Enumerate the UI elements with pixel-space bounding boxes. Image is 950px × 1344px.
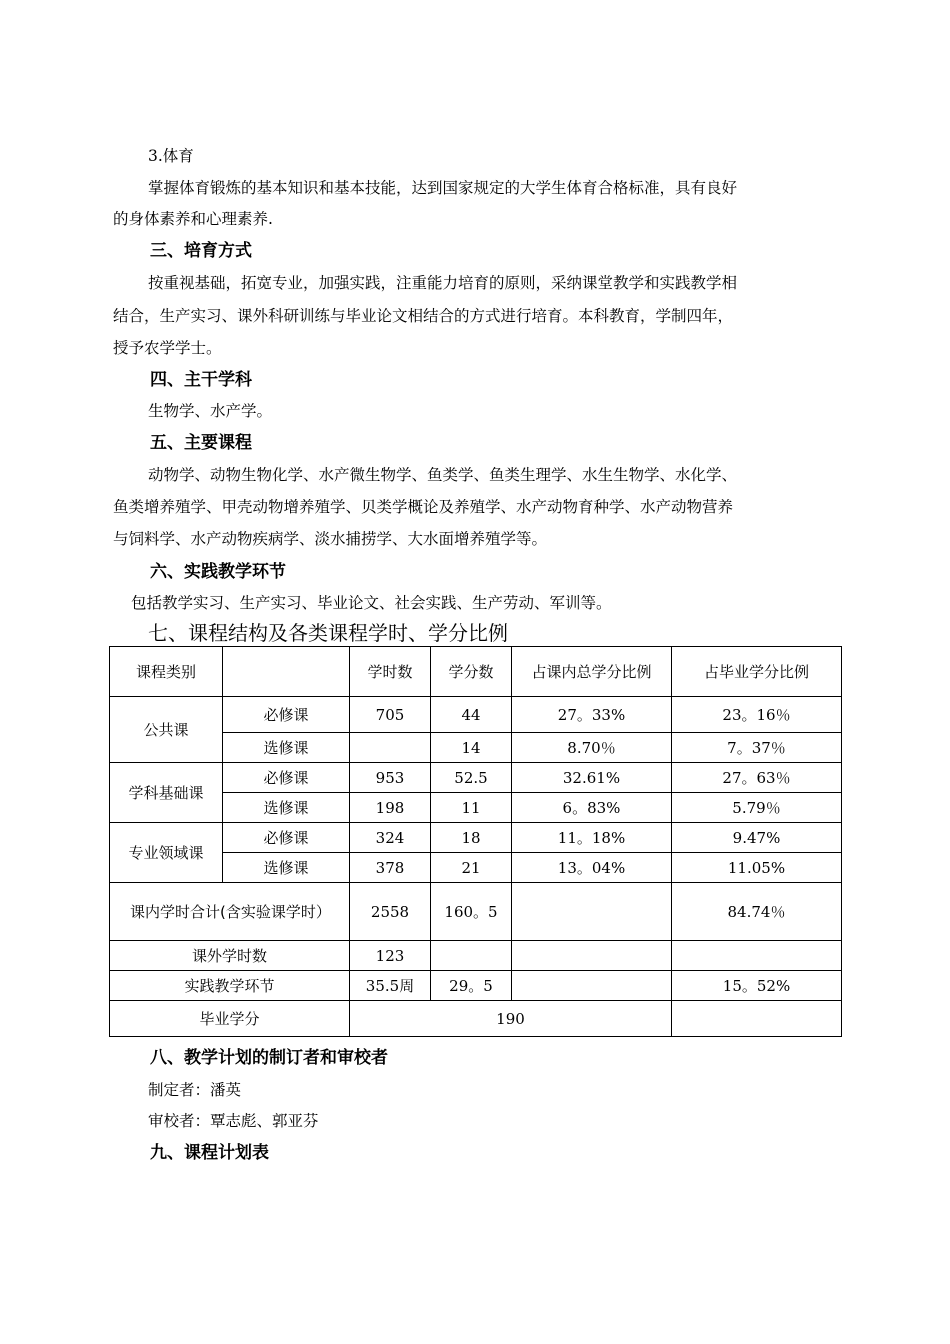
hours-cell: 324 [350,823,431,853]
in-ratio-cell: 13。04% [512,853,672,883]
header-cell: 课程类别 [110,647,223,697]
table-row [110,697,842,733]
grad-ratio-cell: 11.05% [672,853,842,883]
heading-main-courses: 五、主要课程 [150,433,252,453]
paragraph-line: 按重视基础，拓宽专业，加强实践，注重能力培育的原则，采纳课堂教学和实践教学相 [148,274,738,292]
hours-cell: 35.5周 [350,971,431,1001]
header-cell: 占课内总学分比例 [512,647,672,697]
header-cell: 学时数 [350,647,431,697]
credits-cell: 52.5 [431,763,512,793]
hours-cell: 123 [350,941,431,971]
table-row-total [110,883,842,941]
in-ratio-cell: 6。83% [512,793,672,823]
heading-plan-makers: 八、教学计划的制订者和审校者 [150,1048,388,1068]
paragraph-line: 掌握体育锻炼的基本知识和基本技能，达到国家规定的大学生体育合格标准，具有良好 [148,179,738,197]
course-type-cell: 选修课 [223,853,350,883]
grad-ratio-cell [672,941,842,971]
hours-cell: 378 [350,853,431,883]
hours-cell [350,733,431,763]
course-structure-table [109,646,842,1037]
table-row-extra [110,941,842,971]
heading-main-discipline: 四、主干学科 [150,370,252,390]
heading-practice: 六、实践教学环节 [150,562,286,582]
header-cell [223,647,350,697]
paragraph-line: 授予农学学士。 [113,339,222,357]
table-row [110,763,842,793]
header-cell: 学分数 [431,647,512,697]
heading-training-mode: 三、培育方式 [150,241,252,261]
table-row-graduation [110,1001,842,1037]
header-cell: 占毕业学分比例 [672,647,842,697]
credits-cell: 11 [431,793,512,823]
paragraph-line: 生物学、水产学。 [148,402,273,420]
course-type-cell: 必修课 [223,823,350,853]
course-type-cell: 选修课 [223,793,350,823]
paragraph-line: 包括教学实习、生产实习、毕业论文、社会实践、生产劳动、军训等。 [131,594,612,612]
grad-ratio-cell: 27。63％ [672,763,842,793]
maker-line: 制定者：潘英 [148,1081,242,1099]
practice-label: 实践教学环节 [110,971,350,1001]
course-type-cell: 必修课 [223,763,350,793]
group-label-major: 专业领域课 [110,823,223,883]
credits-cell [431,941,512,971]
in-ratio-cell: 27。33% [512,697,672,733]
paragraph-line: 的身体素养和心理素养. [113,210,273,228]
in-ratio-cell [512,883,672,941]
in-ratio-cell [512,971,672,1001]
table-row [110,823,842,853]
heading-course-plan: 九、课程计划表 [150,1143,269,1163]
graduation-value: 190 [350,1001,672,1037]
in-ratio-cell [512,941,672,971]
course-type-cell: 选修课 [223,733,350,763]
heading-course-structure: 七、课程结构及各类课程学时、学分比例 [148,621,508,645]
extra-label: 课外学时数 [110,941,350,971]
credits-cell: 29。5 [431,971,512,1001]
group-label-basic: 学科基础课 [110,763,223,823]
grad-ratio-cell: 5.79％ [672,793,842,823]
grad-ratio-cell [672,1001,842,1037]
in-ratio-cell: 11。18% [512,823,672,853]
credits-cell: 18 [431,823,512,853]
hours-cell: 705 [350,697,431,733]
hours-cell: 198 [350,793,431,823]
credits-cell: 44 [431,697,512,733]
credits-cell: 160。5 [431,883,512,941]
hours-cell: 2558 [350,883,431,941]
grad-ratio-cell: 84.74％ [672,883,842,941]
section-title-pe: 3.体育 [148,147,194,165]
credits-cell: 14 [431,733,512,763]
grad-ratio-cell: 23。16％ [672,697,842,733]
paragraph-line: 鱼类增养殖学、甲壳动物增养殖学、贝类学概论及养殖学、水产动物育种学、水产动物营养 [113,498,734,516]
grad-ratio-cell: 15。52% [672,971,842,1001]
graduation-label: 毕业学分 [110,1001,350,1037]
total-label: 课内学时合计(含实验课学时） [110,883,350,941]
table-row-practice [110,971,842,1001]
paragraph-line: 动物学、动物生物化学、水产微生物学、鱼类学、鱼类生理学、水生生物学、水化学、 [148,466,738,484]
table-header-row [110,647,842,697]
in-ratio-cell: 8.70％ [512,733,672,763]
in-ratio-cell: 32.61% [512,763,672,793]
course-type-cell: 必修课 [223,697,350,733]
paragraph-line: 结合，生产实习、课外科研训练与毕业论文相结合的方式进行培育。本科教育，学制四年， [113,307,734,325]
paragraph-line: 与饲料学、水产动物疾病学、淡水捕捞学、大水面增养殖学等。 [113,530,548,548]
reviewer-line: 审校者：覃志彪、郭亚芬 [148,1112,319,1130]
grad-ratio-cell: 7。37％ [672,733,842,763]
grad-ratio-cell: 9.47% [672,823,842,853]
group-label-public: 公共课 [110,697,223,763]
hours-cell: 953 [350,763,431,793]
credits-cell: 21 [431,853,512,883]
